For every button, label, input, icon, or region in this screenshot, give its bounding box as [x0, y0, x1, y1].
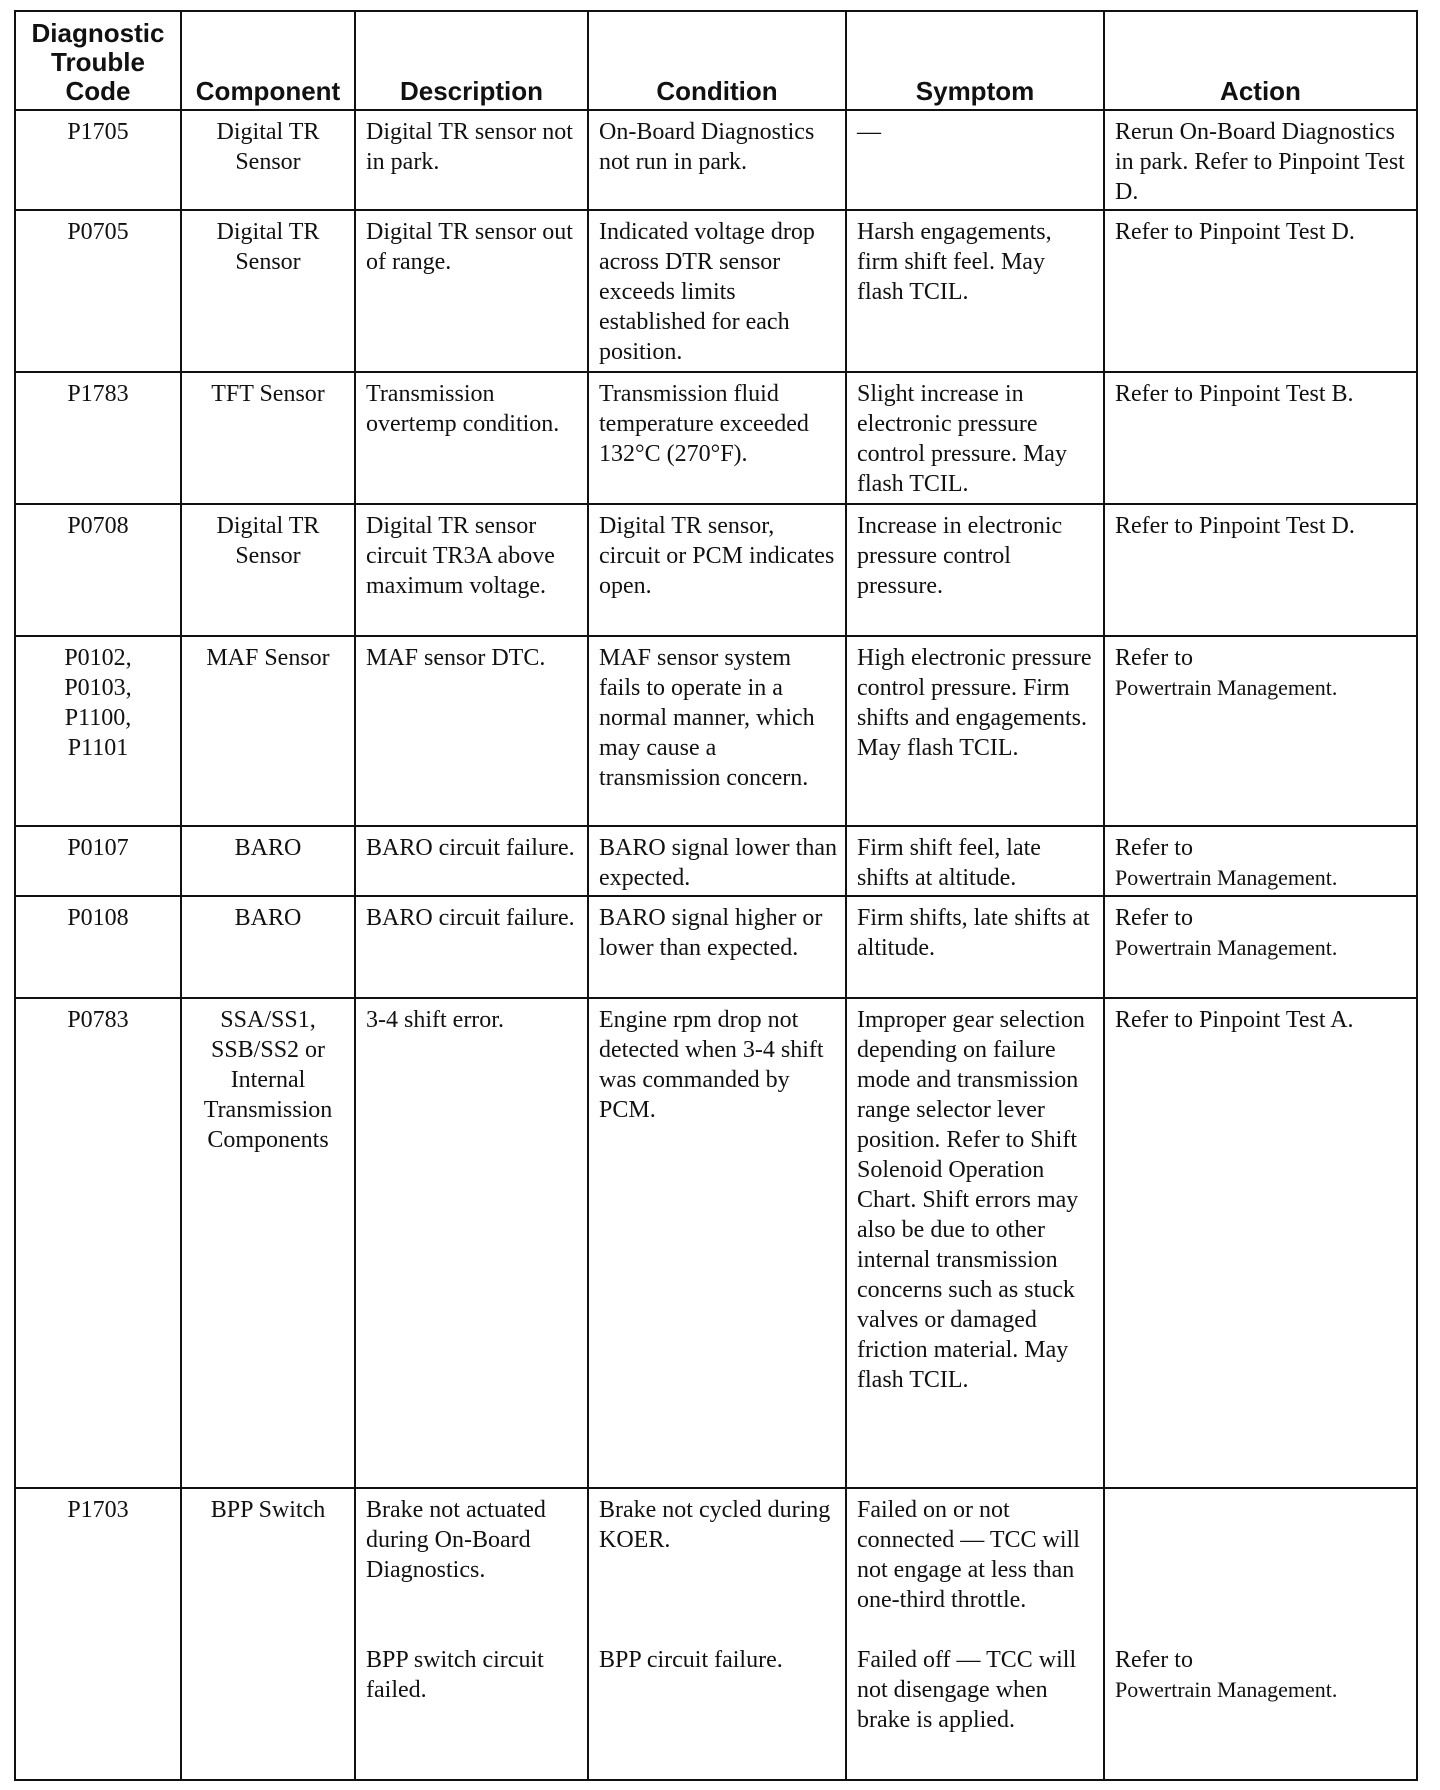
table-row: [15, 896, 1417, 998]
action-prefix: Refer to: [1115, 1647, 1193, 1673]
component: Digital TR Sensor: [181, 110, 355, 210]
dtc-code: P0705: [15, 210, 181, 372]
condition: MAF sensor system fails to operate in a normal manner, which may cause a transmission concern.: [588, 636, 846, 826]
dtc-code: P0708: [15, 504, 181, 636]
description-part: BPP switch circuit failed.: [366, 1647, 544, 1703]
dtc-code: P0107: [15, 826, 181, 896]
action: [1104, 636, 1417, 826]
action: Refer to Pinpoint Test B.: [1104, 372, 1417, 504]
table-row: [15, 826, 1417, 896]
description: BARO circuit failure.: [355, 896, 588, 998]
condition: Engine rpm drop not detected when 3-4 shift was commanded by PCM.: [588, 998, 846, 1488]
symptom: [846, 1488, 1104, 1780]
description: 3-4 shift error.: [355, 998, 588, 1488]
table-row: [15, 636, 1417, 826]
symptom: Increase in electronic pressure control pressure.: [846, 504, 1104, 636]
symptom: Improper gear selection depending on failure mode and transmission range selector lever position. Refer to Shift Solenoid Operation Chart. Shift errors may also be due to other internal transmission concerns such as stuck valves or damaged friction material. May flash TCIL.: [846, 998, 1104, 1488]
symptom: Harsh engagements, firm shift feel. May flash TCIL.: [846, 210, 1104, 372]
description: BARO circuit failure.: [355, 826, 588, 896]
condition-part: BPP circuit failure.: [599, 1647, 783, 1673]
condition-part: Brake not cycled during KOER.: [599, 1497, 831, 1553]
action-prefix: Refer to: [1115, 905, 1193, 931]
symptom-part: Failed off — TCC will not disengage when brake is applied.: [857, 1647, 1077, 1733]
description: Digital TR sensor not in park.: [355, 110, 588, 210]
condition: [588, 1488, 846, 1780]
table-row: [15, 210, 1417, 372]
dtc-code: P0783: [15, 998, 181, 1488]
table-row: [15, 1488, 1417, 1780]
symptom: Slight increase in electronic pressure control pressure. May flash TCIL.: [846, 372, 1104, 504]
description: Digital TR sensor circuit TR3A above maximum voltage.: [355, 504, 588, 636]
description: Transmission overtemp condition.: [355, 372, 588, 504]
dtc-code: P1783: [15, 372, 181, 504]
action-prefix: Refer to: [1115, 835, 1193, 861]
action: [1104, 896, 1417, 998]
component: MAF Sensor: [181, 636, 355, 826]
table-row: [15, 110, 1417, 210]
dtc-table: [14, 10, 1418, 1781]
description: MAF sensor DTC.: [355, 636, 588, 826]
table-row: [15, 998, 1417, 1488]
symptom: Firm shift feel, late shifts at altitude.: [846, 826, 1104, 896]
action: Rerun On-Board Diagnostics in park. Refer to Pinpoint Test D.: [1104, 110, 1417, 210]
condition: On-Board Diagnostics not run in park.: [588, 110, 846, 210]
symptom: —: [846, 110, 1104, 210]
dtc-code: P1703: [15, 1488, 181, 1780]
header-action: Action: [1104, 11, 1417, 110]
table-row: [15, 372, 1417, 504]
action: Refer to Pinpoint Test A.: [1104, 998, 1417, 1488]
action: Refer to Pinpoint Test D.: [1104, 504, 1417, 636]
dtc-code: P0108: [15, 896, 181, 998]
description: Digital TR sensor out of range.: [355, 210, 588, 372]
condition: Indicated voltage drop across DTR sensor exceeds limits established for each position.: [588, 210, 846, 372]
action: [1104, 1488, 1417, 1780]
symptom: Firm shifts, late shifts at altitude.: [846, 896, 1104, 998]
header-condition: Condition: [588, 11, 846, 110]
header-component: Component: [181, 11, 355, 110]
condition: BARO signal lower than expected.: [588, 826, 846, 896]
action-reference: Powertrain Management.: [1115, 675, 1338, 700]
action: Refer to Pinpoint Test D.: [1104, 210, 1417, 372]
component: TFT Sensor: [181, 372, 355, 504]
component: BARO: [181, 826, 355, 896]
action-prefix: Refer to: [1115, 645, 1193, 671]
header-symptom: Symptom: [846, 11, 1104, 110]
condition: Transmission fluid temperature exceeded 132°C (270°F).: [588, 372, 846, 504]
header-description: Description: [355, 11, 588, 110]
header-code: Diagnostic Trouble Code: [15, 11, 181, 110]
symptom: High electronic pressure control pressure. Firm shifts and engagements. May flash TCIL.: [846, 636, 1104, 826]
description-part: Brake not actuated during On-Board Diagnostics.: [366, 1497, 546, 1583]
action-reference: Powertrain Management.: [1115, 1677, 1338, 1702]
condition: Digital TR sensor, circuit or PCM indicates open.: [588, 504, 846, 636]
action: [1104, 826, 1417, 896]
symptom-part: Failed on or not connected — TCC will not engage at less than one-third throttle.: [857, 1497, 1080, 1613]
component: Digital TR Sensor: [181, 210, 355, 372]
condition: BARO signal higher or lower than expected.: [588, 896, 846, 998]
header-row: [15, 11, 1417, 110]
action-reference: Powertrain Management.: [1115, 935, 1338, 960]
dtc-code: P0102, P0103, P1100, P1101: [15, 636, 181, 826]
description: [355, 1488, 588, 1780]
component: BPP Switch: [181, 1488, 355, 1780]
component: SSA/SS1, SSB/SS2 or Internal Transmission Components: [181, 998, 355, 1488]
dtc-code: P1705: [15, 110, 181, 210]
table-row: [15, 504, 1417, 636]
component: Digital TR Sensor: [181, 504, 355, 636]
component: BARO: [181, 896, 355, 998]
action-reference: Powertrain Management.: [1115, 865, 1338, 890]
